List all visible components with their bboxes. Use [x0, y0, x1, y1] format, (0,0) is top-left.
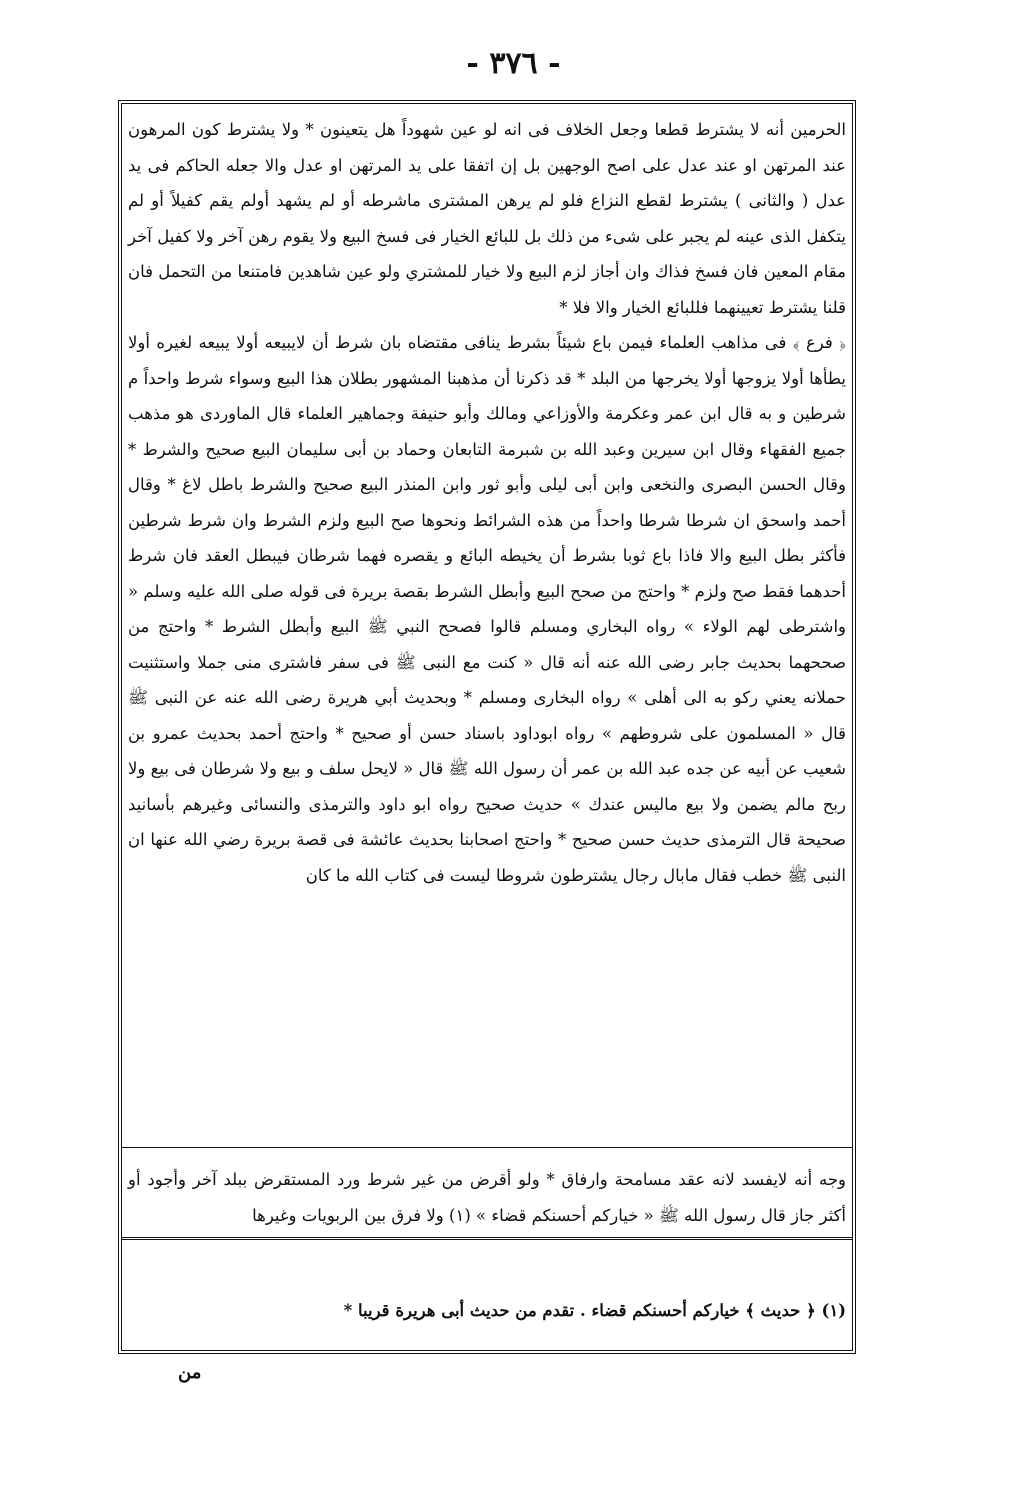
catchword: من [178, 1362, 202, 1383]
divider [122, 1237, 852, 1240]
main-text [128, 112, 846, 893]
footnote: (١) ﴿ حديث ﴾ خياركم أحسنكم قضاء . تقدم من حديث أبى هريرة قريبا * [343, 1301, 846, 1320]
divider [122, 1147, 852, 1148]
page-number: - ٣٧٦ - [466, 46, 561, 81]
paragraph: ﴿ فرع ﴾ فى مذاهب العلماء فيمن باع شيئاً بشرط ينافى مقتضاه بان شرط أن لايبيعه أولا يبيعه لغيره أولا يطأها أولا يزوجها أولا يخرجها من البلد * قد ذكرنا أن مذهبنا المشهور بطلان هذا البيع وسواء شرط واحداً م شرطين و به قال ابن عمر وعكرمة والأوزاعي ومالك وأبو حنيفة وجماهير العلماء قال الماوردى هو مذهب جميع الفقهاء وقال ابن سيرين وعبد الله بن شبرمة التابعان وحماد بن أبى سليمان البيع صحيح والشرط * وقال الحسن البصرى والنخعى وابن أبى ليلى وأبو ثور وابن المنذر البيع صحيح والشرط باطل لاغ * وقال أحمد واسحق ان شرطا شرطا واحداً من هذه الشرائط ونحوها صح البيع ولزم الشرط وان شرط شرطين فأكثر بطل البيع والا فاذا باع ثوبا بشرط أن يخيطه البائع و يقصره فهما شرطان فيبطل العقد فان شرط أحدهما فقط صح ولزم * واحتج من صحح البيع وأبطل الشرط بقصة بريرة فى قوله صلى الله عليه وسلم « واشترطى لهم الولاء » رواه البخاري ومسلم قالوا فصحح النبي ﷺ البيع وأبطل الشرط * واحتج من صححهما بحديث جابر رضى الله عنه أنه قال « كنت مع النبى ﷺ فى سفر فاشترى منى جملا واستثنيت حملانه يعني ركو به الى أهلى » رواه البخارى ومسلم * وبحديث أبي هريرة رضى الله عنه عن النبى ﷺ قال « المسلمون على شروطهم » رواه ابوداود باسناد حسن أو صحيح * واحتج أحمد بحديث عمرو بن شعيب عن أبيه عن جده عبد الله بن عمر أن رسول الله ﷺ قال « لايحل سلف و بيع ولا شرطان فى بيع ولا ربح مالم يضمن ولا بيع ماليس عندك » حديث صحيح رواه ابو داود والترمذى والنسائى وغيرهم بأسانيد صحيحة قال الترمذى حديث حسن صحيح * واحتج اصحابنا بحديث عائشة فى قصة بريرة رضي الله عنها ان النبى ﷺ خطب فقال مابال رجال يشترطون شروطا ليست فى كتاب الله ما كان [128, 333, 846, 885]
paragraph: الحرمين أنه لا يشترط قطعا وجعل الخلاف فى انه لو عين شهوداً هل يتعينون * ولا يشترط كون المرهون عند المرتهن او عند عدل على اصح الوجهين بل إن اتفقا على يد المرتهن او عدل والا جعله الحاكم فى يد عدل ( والثانى ) يشترط لقطع النزاع فلو لم يرهن المشترى ماشرطه أو لم يشهد أولم يقم كفيلاً أو لم يتكفل الذى عينه لم يجبر على شىء من ذلك بل للبائع الخيار فى فسخ البيع ولا يقوم رهن آخر ولا كفيل آخر مقام المعين فان فسخ فذاك وان أجاز لزم البيع ولا خيار للمشتري ولو عين شاهدين فامتنعا من التحمل فان قلنا يشترط تعيينهما فللبائع الخيار والا فلا * [128, 120, 847, 317]
secondary-text: وجه أنه لايفسد لانه عقد مسامحة وارفاق * ولو أقرض من غير شرط ورد المستقرض ببلد آخر وأجود أو أكثر جاز قال رسول الله ﷺ « خياركم أحسنكم قضاء » (١) ولا فرق بين الربويات وغيرها [128, 1170, 846, 1225]
